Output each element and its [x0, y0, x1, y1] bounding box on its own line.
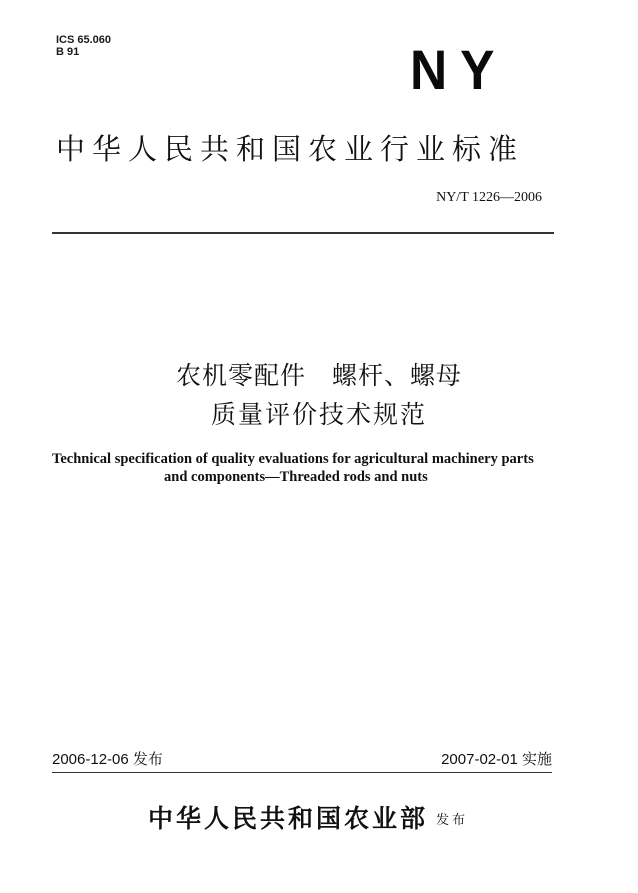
issue-date: 2006-12-06 发布: [52, 751, 163, 768]
document-title-cn-line1: [0, 356, 638, 392]
document-title-en-line1: Technical specification of quality evaluations for agricultural machinery parts: [52, 451, 534, 467]
top-divider: [52, 232, 554, 234]
ics-code: ICS 65.060: [56, 34, 112, 46]
ny-logo: NY: [410, 38, 508, 101]
implementation-date: 2007-02-01 实施: [441, 751, 552, 768]
standard-number: NY/T 1226—2006: [436, 190, 542, 205]
title-cn-part2: 螺杆、螺母: [332, 361, 463, 390]
title-cn-part1: 农机零配件: [175, 361, 306, 390]
document-title-en-line2: and components—Threaded rods and nuts: [164, 469, 428, 485]
standard-category-title: 中华人民共和国农业行业标准: [56, 132, 525, 166]
bottom-divider: [52, 772, 552, 773]
classification-code: B 91: [56, 46, 80, 58]
document-title-cn-line2: 质量评价技术规范: [210, 400, 427, 429]
publish-label: 发布: [436, 813, 469, 828]
publisher-name: 中华人民共和国农业部: [148, 804, 429, 833]
